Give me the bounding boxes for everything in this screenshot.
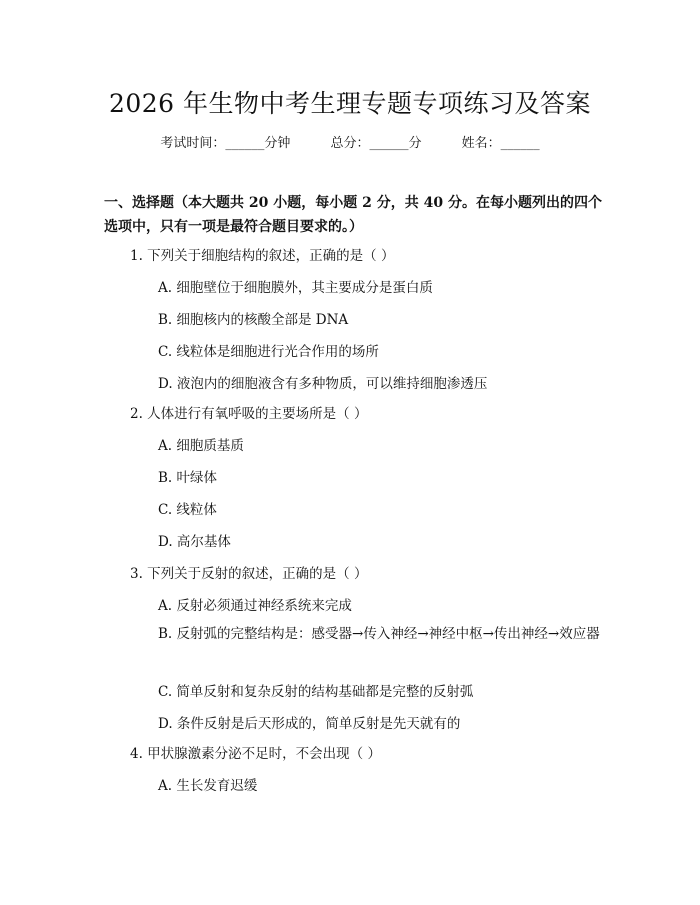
page-title: 2026 年生物中考生理专题专项练习及答案 bbox=[108, 89, 592, 118]
section-heading: 一、选择题（本大题共 20 小题，每小题 2 分，共 40 分。在每小题列出的四个选项中，只有一项是最符合题目要求的。） bbox=[104, 195, 602, 235]
option: C. 线粒体是细胞进行光合作用的场所 bbox=[158, 344, 379, 360]
question-stem: 3. 下列关于反射的叙述，正确的是（ ） bbox=[130, 566, 368, 582]
exam-meta bbox=[0, 132, 700, 151]
option: D. 液泡内的细胞液含有多种物质，可以维持细胞渗透压 bbox=[158, 376, 488, 392]
option: B. 叶绿体 bbox=[158, 470, 218, 486]
option: C. 简单反射和复杂反射的结构基础都是完整的反射弧 bbox=[158, 684, 474, 700]
option: A. 生长发育迟缓 bbox=[158, 778, 258, 794]
total-score: 总分：______分 bbox=[330, 136, 422, 151]
option: B. 反射弧的完整结构是：感受器→传入神经→神经中枢→传出神经→效应器 bbox=[158, 626, 600, 642]
option: D. 条件反射是后天形成的，简单反射是先天就有的 bbox=[158, 716, 461, 732]
exam-time: 考试时间：______分钟 bbox=[160, 136, 291, 151]
option: D. 高尔基体 bbox=[158, 534, 231, 550]
option: B. 细胞核内的核酸全部是 DNA bbox=[158, 312, 349, 328]
option: A. 反射必须通过神经系统来完成 bbox=[158, 598, 352, 614]
student-name: 姓名：______ bbox=[461, 136, 540, 151]
question-stem: 2. 人体进行有氧呼吸的主要场所是（ ） bbox=[130, 406, 368, 422]
option: A. 细胞质基质 bbox=[158, 438, 244, 454]
option: C. 线粒体 bbox=[158, 502, 217, 518]
option: A. 细胞壁位于细胞膜外，其主要成分是蛋白质 bbox=[158, 280, 433, 296]
question-stem: 1. 下列关于细胞结构的叙述，正确的是（ ） bbox=[130, 248, 395, 264]
question-stem: 4. 甲状腺激素分泌不足时，不会出现（ ） bbox=[130, 746, 381, 762]
